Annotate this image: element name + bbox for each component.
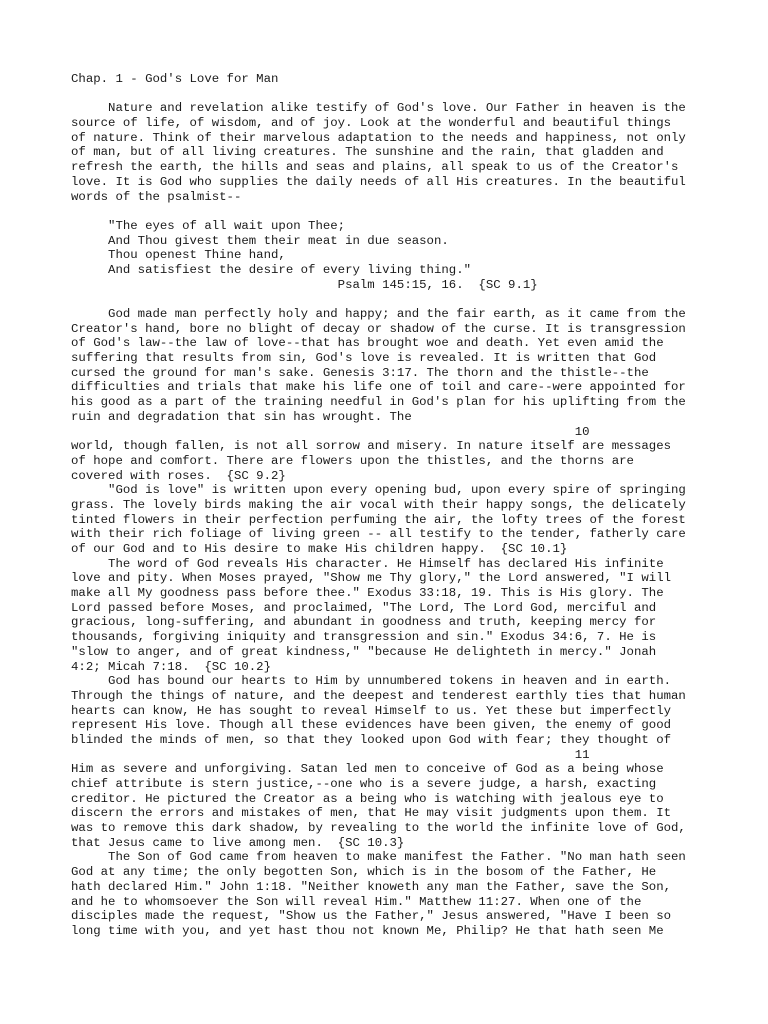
text-line: love and pity. When Moses prayed, "Show me Thy glory," the Lord answered, "I will: [71, 571, 672, 586]
text-line: [71, 204, 686, 219]
text-line: Nature and revelation alike testify of God's love. Our Father in heaven is the: [71, 101, 686, 116]
text-line: represent His love. Though all these evidences have been given, the enemy of good: [71, 718, 672, 733]
text-line: God has bound our hearts to Him by unnumbered tokens in heaven and in earth.: [71, 674, 672, 689]
text-line: of God's law--the law of love--that has brought woe and death. Yet even amid the: [71, 336, 664, 351]
text-line: Thou openest Thine hand,: [71, 248, 286, 263]
text-line: Psalm 145:15, 16. {SC 9.1}: [71, 277, 538, 292]
text-line: 10: [71, 424, 590, 439]
text-line: chief attribute is stern justice,--one who is a severe judge, a harsh, exacting: [71, 777, 657, 791]
text-line: Chap. 1 - God's Love for Man: [71, 72, 279, 86]
text-line: [71, 87, 686, 102]
text-line: of nature. Think of their marvelous adaptation to the needs and happiness, not only: [71, 130, 686, 145]
text-line: refresh the earth, the hills and seas and plains, all speak to us of the Creator's: [71, 160, 679, 175]
text-line: difficulties and trials that make his life one of toil and care--were appointed for: [71, 380, 686, 395]
text-line: Him as severe and unforgiving. Satan led men to conceive of God as a being whose: [71, 762, 664, 777]
text-line: "The eyes of all wait upon Thee;: [71, 218, 346, 233]
text-line: suffering that results from sin, God's love is revealed. It is written that God: [71, 351, 657, 366]
text-line: covered with roses. {SC 9.2}: [71, 468, 286, 483]
text-line: source of life, of wisdom, and of joy. Look at the wonderful and beautiful things: [71, 116, 672, 131]
text-line: The word of God reveals His character. He Himself has declared His infinite: [71, 556, 664, 571]
text-line: And Thou givest them their meat in due season.: [71, 233, 449, 248]
text-line: Through the things of nature, and the deepest and tenderest earthly ties that human: [71, 688, 686, 703]
text-line: long time with you, and yet hast thou not known Me, Philip? He that hath seen Me: [71, 923, 664, 938]
text-line: was to remove this dark shadow, by revealing to the world the infinite love of God,: [71, 821, 686, 836]
text-line: of man, but of all living creatures. The sunshine and the rain, that gladden and: [71, 145, 664, 160]
text-line: that Jesus came to live among men. {SC 10.3}: [71, 835, 405, 850]
text-line: world, though fallen, is not all sorrow and misery. In nature itself are messages: [71, 439, 672, 454]
text-line: hearts can know, He has sought to reveal Himself to us. Yet these but imperfectly: [71, 703, 672, 718]
text-line: "God is love" is written upon every opening bud, upon every spire of springing: [71, 483, 686, 498]
text-line: and he to whomsoever the Son will reveal Him." Matthew 11:27. When one of the: [71, 894, 642, 909]
text-line: discern the errors and mistakes of men, that He may visit judgments upon them. It: [71, 806, 672, 821]
text-line: with their rich foliage of living green -- all testify to the tender, fatherly care: [71, 527, 686, 542]
text-line: love. It is God who supplies the daily needs of all His creatures. In the beautiful: [71, 174, 686, 189]
text-line: thousands, forgiving iniquity and transgression and sin." Exodus 34:6, 7. He is: [71, 630, 657, 645]
text-line: Creator's hand, bore no blight of decay or shadow of the curse. It is transgression: [71, 321, 686, 336]
text-line: tinted flowers in their perfection perfuming the air, the lofty trees of the forest: [71, 512, 686, 527]
text-line: hath declared Him." John 1:18. "Neither knoweth any man the Father, save the Son,: [71, 879, 672, 894]
text-line: God at any time; the only begotten Son, which is in the bosom of the Father, He: [71, 865, 657, 880]
text-line: God made man perfectly holy and happy; and the fair earth, as it came from the: [71, 307, 686, 321]
document-text: [71, 72, 686, 939]
text-line: Lord passed before Moses, and proclaimed, "The Lord, The Lord God, merciful and: [71, 600, 657, 615]
text-line: 11: [71, 747, 590, 762]
text-line: cursed the ground for man's sake. Genesis 3:17. The thorn and the thistle--the: [71, 365, 649, 380]
text-line: words of the psalmist--: [71, 189, 242, 204]
text-line: "slow to anger, and of great kindness," "because He delighteth in mercy." Jonah: [71, 644, 657, 659]
text-line: ruin and degradation that sin has wrought. The: [71, 409, 412, 424]
text-line: 4:2; Micah 7:18. {SC 10.2}: [71, 659, 272, 674]
text-line: his good as a part of the training needful in God's plan for his uplifting from the: [71, 395, 686, 410]
text-line: of hope and comfort. There are flowers upon the thistles, and the thorns are: [71, 453, 634, 468]
text-line: [71, 292, 686, 307]
text-line: And satisfiest the desire of every living thing.": [71, 262, 472, 277]
text-line: disciples made the request, "Show us the Father," Jesus answered, "Have I been so: [71, 909, 672, 924]
text-line: gracious, long-suffering, and abundant in goodness and truth, keeping mercy for: [71, 615, 657, 630]
text-line: grass. The lovely birds making the air vocal with their happy songs, the delicately: [71, 497, 686, 512]
text-line: blinded the minds of men, so that they looked upon God with fear; they thought of: [71, 732, 672, 747]
text-line: The Son of God came from heaven to make manifest the Father. "No man hath seen: [71, 850, 686, 865]
text-line: make all My goodness pass before thee." Exodus 33:18, 19. This is His glory. The: [71, 586, 664, 601]
text-line: of our God and to His desire to make His children happy. {SC 10.1}: [71, 542, 568, 556]
text-line: creditor. He pictured the Creator as a being who is watching with jealous eye to: [71, 791, 664, 806]
